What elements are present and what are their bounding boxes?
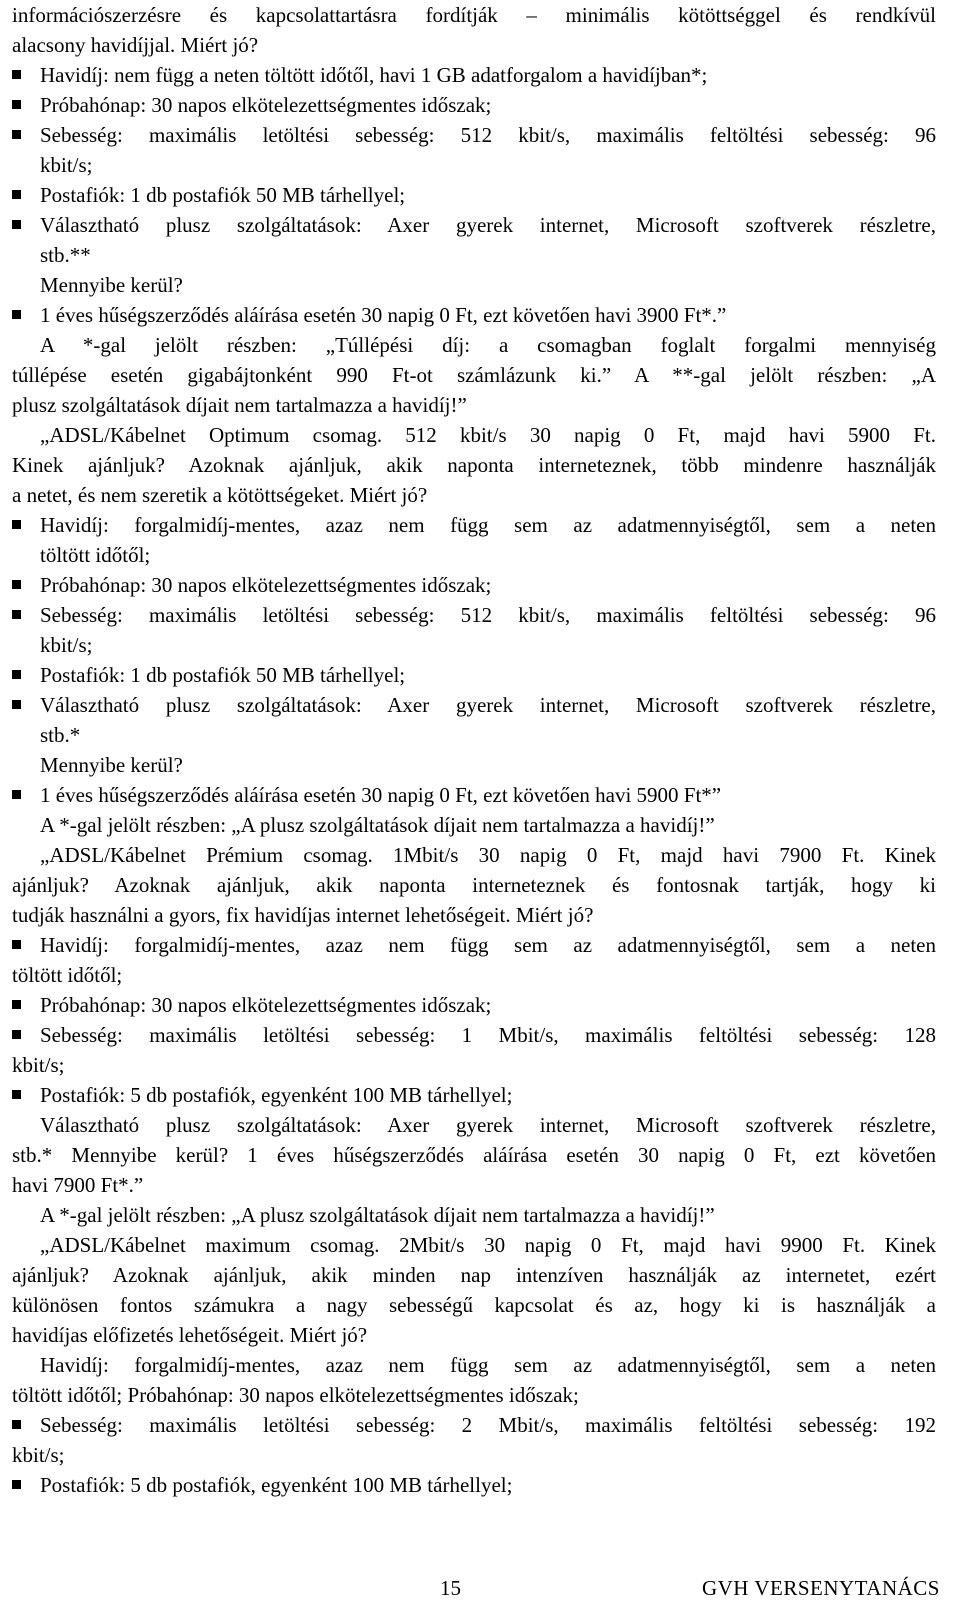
text-line: töltött időtől;	[12, 963, 123, 987]
text-line: Havidíj: forgalmidíj-mentes, azaz nem függ sem az adatmennyiségtől, sem a neten	[40, 1353, 936, 1377]
footer-brand: GVH VERSENYTANÁCS	[701, 1576, 940, 1600]
text-line: különösen fontos számukra a nagy sebességű kapcsolat és az, hogy ki is használják a	[12, 1293, 936, 1317]
bullet-line: Havidíj: forgalmidíj-mentes, azaz nem függ sem az adatmennyiségtől, sem a neten	[12, 930, 936, 960]
bullet-line: Sebesség: maximális letöltési sebesség: 1 Mbit/s, maximális feltöltési sebesség: 128	[12, 1020, 936, 1050]
text-line: töltött időtől; Próbahónap: 30 napos elkötelezettségmentes időszak;	[12, 1383, 579, 1407]
bullet-line: Próbahónap: 30 napos elkötelezettségmentes időszak;	[12, 990, 936, 1020]
bullet-line: Postafiók: 5 db postafiók, egyenként 100 MB tárhellyel;	[12, 1080, 936, 1110]
text-line: kbit/s;	[40, 633, 93, 657]
text-line: A *-gal jelölt részben: „Túllépési díj: a csomagban foglalt forgalmi mennyiség	[40, 333, 936, 357]
page-number: 15	[440, 1576, 461, 1600]
text-line: Mennyibe kerül?	[40, 753, 183, 777]
bullet-line: Választható plusz szolgáltatások: Axer gyerek internet, Microsoft szoftverek részletre,	[12, 210, 936, 240]
text-line: A *-gal jelölt részben: „A plusz szolgáltatások díjait nem tartalmazza a havidíj!”	[40, 813, 715, 837]
text-line: Mennyibe kerül?	[40, 273, 183, 297]
bullet-line: 1 éves hűségszerződés aláírása esetén 30 napig 0 Ft, ezt követően havi 3900 Ft*.”	[12, 300, 936, 330]
text-line: plusz szolgáltatások díjait nem tartalmazza a havidíj!”	[12, 393, 467, 417]
text-line: ajánljuk? Azoknak ajánljuk, akik minden nap intenzíven használják az internetet, ezért	[12, 1263, 936, 1287]
text-line: ajánljuk? Azoknak ajánljuk, akik naponta interneteznek és fontosnak tartják, hogy ki	[12, 873, 936, 897]
text-line: kbit/s;	[12, 1053, 65, 1077]
bullet-line: 1 éves hűségszerződés aláírása esetén 30 napig 0 Ft, ezt követően havi 5900 Ft*”	[12, 780, 936, 810]
text-line: a netet, és nem szeretik a kötöttségeket. Miért jó?	[12, 483, 428, 507]
page-footer	[0, 1573, 960, 1603]
bullet-line: Próbahónap: 30 napos elkötelezettségmentes időszak;	[12, 570, 936, 600]
text-line: „ADSL/Kábelnet Optimum csomag. 512 kbit/s 30 napig 0 Ft, majd havi 5900 Ft.	[40, 423, 936, 447]
bullet-line: Választható plusz szolgáltatások: Axer gyerek internet, Microsoft szoftverek részletre,	[12, 690, 936, 720]
bullet-line: Sebesség: maximális letöltési sebesség: 512 kbit/s, maximális feltöltési sebesség: 96	[12, 600, 936, 630]
text-line: „ADSL/Kábelnet Prémium csomag. 1Mbit/s 30 napig 0 Ft, majd havi 7900 Ft. Kinek	[40, 843, 936, 867]
bullet-line: Postafiók: 1 db postafiók 50 MB tárhellyel;	[12, 660, 936, 690]
bullet-line: Sebesség: maximális letöltési sebesség: 2 Mbit/s, maximális feltöltési sebesség: 192	[12, 1410, 936, 1440]
text-line: A *-gal jelölt részben: „A plusz szolgáltatások díjait nem tartalmazza a havidíj!”	[40, 1203, 715, 1227]
bullet-line: Postafiók: 1 db postafiók 50 MB tárhellyel;	[12, 180, 936, 210]
text-line: stb.**	[40, 243, 91, 267]
bullet-line: Havidíj: nem függ a neten töltött időtől, havi 1 GB adatforgalom a havidíjban*;	[12, 60, 936, 90]
text-line: havidíjas előfizetés lehetőségeit. Miért jó?	[12, 1323, 368, 1347]
text-line: Választható plusz szolgáltatások: Axer gyerek internet, Microsoft szoftverek részletre,	[40, 1113, 936, 1137]
text-line: kbit/s;	[12, 1443, 65, 1467]
bullet-line: Sebesség: maximális letöltési sebesség: 512 kbit/s, maximális feltöltési sebesség: 96	[12, 120, 936, 150]
text-line: stb.* Mennyibe kerül? 1 éves hűségszerződés aláírása esetén 30 napig 0 Ft, ezt követően	[12, 1143, 936, 1167]
bullet-line: Postafiók: 5 db postafiók, egyenként 100 MB tárhellyel;	[12, 1470, 936, 1500]
text-line: stb.*	[40, 723, 81, 747]
bullet-line: Havidíj: forgalmidíj-mentes, azaz nem függ sem az adatmennyiségtől, sem a neten	[12, 510, 936, 540]
text-line: alacsony havidíjjal. Miért jó?	[12, 33, 259, 57]
text-line: információszerzésre és kapcsolattartásra fordítják – minimális kötöttséggel és rendkívül	[12, 3, 936, 27]
text-line: töltött időtől;	[40, 543, 151, 567]
bullet-line: Próbahónap: 30 napos elkötelezettségmentes időszak;	[12, 90, 936, 120]
text-line: havi 7900 Ft*.”	[12, 1173, 144, 1197]
text-line: kbit/s;	[40, 153, 93, 177]
text-line: „ADSL/Kábelnet maximum csomag. 2Mbit/s 30 napig 0 Ft, majd havi 9900 Ft. Kinek	[40, 1233, 936, 1257]
text-line: tudják használni a gyors, fix havidíjas internet lehetőségeit. Miért jó?	[12, 903, 594, 927]
text-line: Kinek ajánljuk? Azoknak ajánljuk, akik naponta interneteznek, több mindenre használják	[12, 453, 936, 477]
text-line: túllépése esetén gigabájtonként 990 Ft-ot számlázunk ki.” A **-gal jelölt részben: „A	[12, 363, 936, 387]
document-body	[12, 0, 936, 1500]
